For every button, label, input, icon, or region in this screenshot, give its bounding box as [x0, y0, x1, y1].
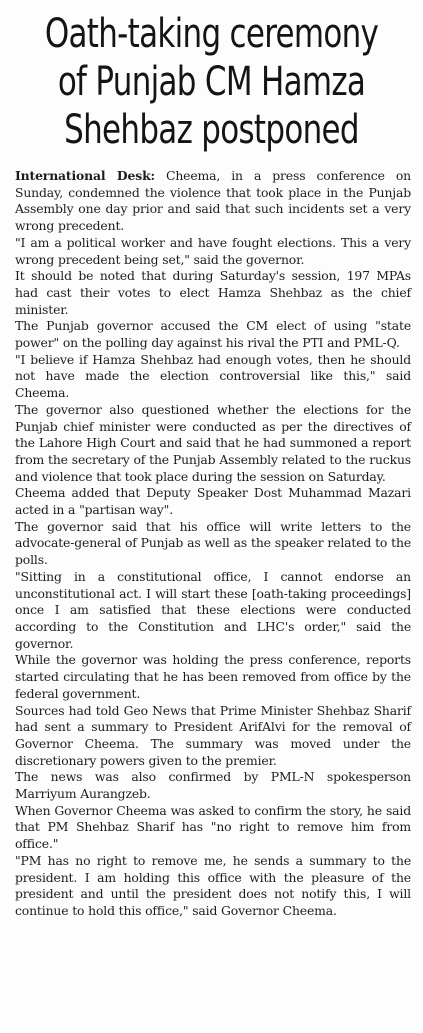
headline-line-3: Shehbaz postponed — [64, 107, 359, 153]
article-paragraph-5: "I believe if Hamza Shehbaz had enough votes, then he should not have made the election controversial like this," said Cheema. — [15, 351, 411, 401]
article-paragraph-2: "I am a political worker and have fought elections. This a very wrong precedent being set," said the governor. — [15, 234, 411, 267]
article-paragraph-10: While the governor was holding the press conference, reports started circulating that he has been removed from office by the federal government. — [15, 652, 411, 701]
article-paragraph-14: "PM has no right to remove me, he sends a summary to the president. I am holding this office with the pleasure of the president and until the president does not notify this, I will continue to hold this office," said Governor Cheema. — [15, 852, 411, 918]
article-body — [15, 168, 411, 920]
article-paragraph-11: Sources had told Geo News that Prime Minister Shehbaz Sharif had sent a summary to President ArifAlvi for the removal of Governor Cheema. The summary was moved under the discretionary powers given to the premier. — [15, 702, 411, 768]
article-paragraph-1 — [15, 168, 411, 235]
article-paragraph-8: The governor said that his office will write letters to the advocate-general of Punjab as well as the speaker related to the polls. — [15, 518, 411, 568]
article-paragraph-9: "Sitting in a constitutional office, I cannot endorse an unconstitutional act. I will start these [oath-taking proceedings] once I am satisfied that these elections were conducted according to the Constitution and LHC's order," said the governor. — [15, 568, 411, 651]
article-paragraph-4: The Punjab governor accused the CM elect of using "state power" on the polling day against his rival the PTI and PML-Q. — [15, 318, 411, 351]
article-paragraph-6: The governor also questioned whether the elections for the Punjab chief minister were conducted as per the directives of the Lahore High Court and said that he had summoned a report from the secretary of the Punjab Assembly related to the ruckus and violence that took place during the session on Saturday. — [15, 401, 411, 484]
headline-line-1: Oath-taking ceremony — [44, 11, 379, 57]
article-paragraph-3: It should be noted that during Saturday's session, 197 MPAs had cast their votes to elect Hamza Shehbaz as the chief minister. — [15, 268, 411, 317]
article-paragraph-7: Cheema added that Deputy Speaker Dost Muhammad Mazari acted in a "partisan way". — [15, 485, 411, 518]
dateline: International Desk: — [15, 168, 155, 183]
article-paragraph-12: The news was also confirmed by PML-N spokesperson Marriyum Aurangzeb. — [15, 769, 411, 802]
headline — [0, 10, 423, 154]
article-paragraph-1-text: Cheema, in a press conference on Sunday, condemned the violence that took place in the Punjab Assembly one day prior and said that such incidents set a very wrong precedent. — [15, 168, 411, 234]
headline-line-2: of Punjab CM Hamza — [57, 59, 366, 105]
article-paragraph-13: When Governor Cheema was asked to confirm the story, he said that PM Shehbaz Sharif has "no right to remove him from office." — [15, 802, 411, 852]
